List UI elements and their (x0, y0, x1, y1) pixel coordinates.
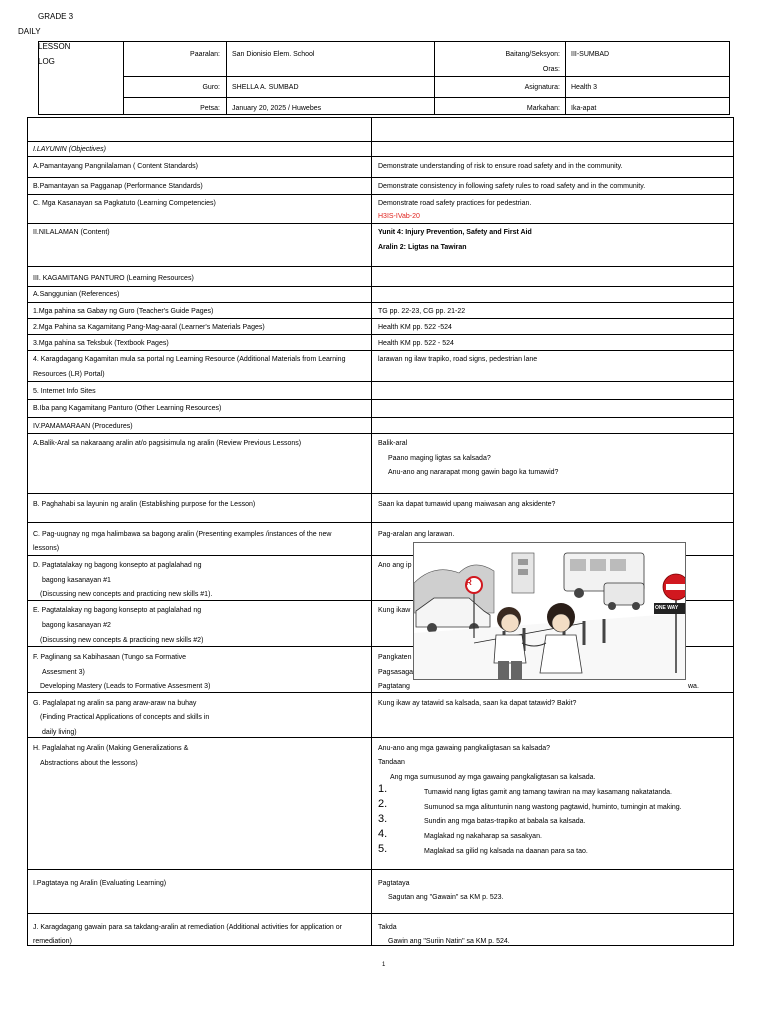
paaralan-label: Paaralan: (190, 51, 220, 58)
content-standards-value: Demonstrate understanding of risk to ensure road safety and in the community. (378, 163, 623, 170)
internet-sites-label: 5. Internet Info Sites (33, 388, 96, 395)
log-title: LOG (38, 57, 55, 66)
review-label: A.Balik-Aral sa nakaraang aralin at/o pagsisimula ng aralin (Review Previous Lessons) (33, 440, 302, 447)
examples-label-2: lessons) (33, 545, 60, 552)
competency-code: H3IS-IVab-20 (378, 213, 420, 220)
application-label-3: daily living) (42, 729, 77, 736)
lr-portal-value: larawan ng ilaw trapiko, road signs, pedestrian lane (378, 356, 538, 363)
tandaan-item: Sumunod sa mga alituntunin nang wastong pagtawid, huminto, tumingin at making. (424, 804, 682, 811)
kagamitan-heading: III. KAGAMITANG PANTURO (Learning Resources) (33, 275, 194, 282)
pedestrian-crossing-illustration (413, 542, 686, 680)
markahan-value: Ika-apat (571, 105, 597, 112)
application-label-1: G. Paglalapat ng aralin sa pang araw-araw na buhay (33, 700, 197, 707)
review-title: Balik-aral (378, 440, 408, 447)
application-value: Kung ikaw ay tatawid sa kalsada, saan ka dapat tatawid? Bakit? (378, 700, 577, 707)
lr-portal-label-1: 4. Karagdagang Kagamitan mula sa portal ng Learning Resource (Additional Materials from Learning (33, 356, 346, 363)
tandaan-item: Maglakad ng nakaharap sa sasakyan. (424, 833, 542, 840)
tandaan-item-number: 5. (378, 843, 388, 855)
competencies-label: C. Mga Kasanayan sa Pagkatuto (Learning Competencies) (33, 200, 216, 207)
mastery-value-1: Pangkaten (378, 654, 412, 661)
one-way-sign-label: ONE WAY (655, 605, 679, 611)
daily-title: DAILY (18, 27, 41, 36)
assignment-label-1: J. Karagdagang gawain para sa takdang-aralin at remediation (Additional activities for application or (33, 924, 342, 931)
concept1-label-2: bagong kasanayan #1 (42, 577, 111, 584)
tandaan-item-number: 4. (378, 828, 388, 840)
nilalaman-label: II.NILALAMAN (Content) (33, 229, 110, 236)
grade-title: GRADE 3 (38, 12, 74, 21)
concept1-label-1: D. Pagtatalakay ng bagong konsepto at paglalahad ng (33, 562, 202, 569)
mastery-label-1: F. Paglinang sa Kabihasaan (Tungo sa Formative (33, 654, 187, 661)
purpose-label: B. Paghahabi sa layunin ng aralin (Establishing purpose for the Lesson) (33, 501, 256, 508)
generalization-label-1: H. Paglalahat ng Aralin (Making Generalizations & (33, 745, 189, 752)
tandaan-item: Sundin ang mga batas-trapiko at babala sa kalsada. (424, 818, 586, 825)
petsa-label: Petsa: (200, 105, 220, 112)
examples-label-1: C. Pag-uugnay ng mga halimbawa sa bagong aralin (Presenting examples /instances of the new (33, 531, 332, 538)
asignatura-value: Health 3 (571, 84, 598, 91)
baitang-label: Baitang/Seksyon: (505, 51, 560, 58)
review-question-1: Paano maging ligtas sa kalsada? (388, 455, 491, 462)
tandaan-item: Maglakad sa gilid ng kalsada na daanan para sa tao. (424, 848, 588, 855)
assignment-label-2: remediation) (33, 938, 72, 945)
tandaan-title: Tandaan (378, 759, 405, 766)
mastery-label-3: Developing Mastery (Leads to Formative Assesment 3) (40, 683, 211, 690)
lesson-title: LESSON (38, 42, 71, 51)
teachers-guide-value: TG pp. 22-23, CG pp. 21-22 (378, 308, 466, 315)
generalization-label-2: Abstractions about the lessons) (40, 760, 138, 767)
guro-label: Guro: (202, 84, 220, 91)
purpose-value: Saan ka dapat tumawid upang maiwasan ang aksidente? (378, 501, 556, 508)
other-resources-label: B.Iba pang Kagamitang Panturo (Other Learning Resources) (33, 405, 222, 412)
guro-value: SHELLA A. SUMBAD (232, 84, 299, 91)
asignatura-label: Asignatura: (524, 84, 560, 91)
evaluation-title: Pagtataya (378, 880, 410, 887)
evaluation-value: Sagutan ang "Gawain" sa KM p. 523. (388, 894, 504, 901)
yunit-value: Yunit 4: Injury Prevention, Safety and First Aid (378, 229, 532, 236)
mastery-value-end: wa. (688, 683, 699, 690)
tandaan-item-number: 2. (378, 798, 388, 810)
markahan-label: Markahan: (526, 105, 560, 112)
textbook-label: 3.Mga pahina sa Teksbuk (Textbook Pages) (33, 340, 169, 347)
baitang-value: III-SUMBAD (571, 51, 610, 58)
competencies-value: Demonstrate road safety practices for pedestrian. (378, 200, 532, 207)
aralin-value: Aralin 2: Ligtas na Tawiran (378, 244, 467, 251)
r-sign-label: R (466, 578, 472, 587)
oras-label: Oras: (542, 66, 560, 73)
concept1-value: Ano ang ip (378, 562, 412, 569)
concept2-label-3: (Discussing new concepts & practicing new skills #2) (40, 637, 204, 644)
assignment-value: Gawin ang "Suriin Natin" sa KM p. 524. (388, 938, 510, 945)
generalization-question: Anu-ano ang mga gawaing pangkaligtasan sa kalsada? (378, 745, 551, 752)
application-label-2: (Finding Practical Applications of concepts and skills in (40, 714, 210, 721)
tandaan-item-number: 3. (378, 813, 388, 825)
examples-value: Pag-aralan ang larawan. (378, 531, 455, 538)
learners-materials-value: Health KM pp. 522 -524 (378, 324, 452, 331)
mastery-value-2: Pagsasaga (378, 669, 414, 676)
petsa-value: January 20, 2025 / Huwebes (232, 105, 322, 112)
concept2-label-2: bagong kasanayan #2 (42, 622, 111, 629)
tandaan-intro: Ang mga sumusunod ay mga gawaing pangkaligtasan sa kalsada. (390, 774, 596, 781)
sanggunian-label: A.Sanggunian (References) (33, 291, 120, 298)
assignment-title: Takda (378, 924, 397, 931)
mastery-label-2: Assesment 3) (42, 669, 85, 676)
review-question-2: Anu-ano ang nararapat mong gawin bago ka tumawid? (388, 469, 559, 476)
performance-standards-label: B.Pamantayan sa Pagganap (Performance Standards) (33, 183, 203, 190)
content-standards-label: A.Pamantayang Pangnilalaman ( Content Standards) (33, 163, 198, 170)
lr-portal-label-2: Resources (LR) Portal) (33, 371, 105, 378)
learners-materials-label: 2.Mga Pahina sa Kagamitang Pang-Mag-aaral (Learner's Materials Pages) (33, 324, 265, 331)
layunin-heading: I.LAYUNIN (Objectives) (33, 146, 106, 153)
textbook-value: Health KM pp. 522 - 524 (378, 340, 454, 347)
header-table (38, 41, 730, 115)
teachers-guide-label: 1.Mga pahina sa Gabay ng Guro (Teacher's Guide Pages) (33, 308, 214, 315)
concept1-label-3: (Discussing new concepts and practicing new skills #1). (40, 591, 213, 598)
tandaan-item: Tumawid nang ligtas gamit ang tamang tawiran na may kasamang nakatatanda. (424, 789, 672, 796)
tandaan-item-number: 1. (378, 783, 388, 795)
mastery-value-3: Pagtatang (378, 683, 410, 690)
evaluation-label: I.Pagtataya ng Aralin (Evaluating Learning) (33, 880, 167, 887)
pamamaraan-heading: IV.PAMAMARAAN (Procedures) (33, 423, 133, 430)
page-number: 1 (382, 962, 386, 968)
paaralan-value: San Dionisio Elem. School (232, 51, 315, 58)
performance-standards-value: Demonstrate consistency in following safety rules to road safety and in the community. (378, 183, 646, 190)
concept2-value: Kung ikaw (378, 607, 411, 614)
concept2-label-1: E. Pagtatalakay ng bagong konsepto at paglalahad ng (33, 607, 202, 614)
